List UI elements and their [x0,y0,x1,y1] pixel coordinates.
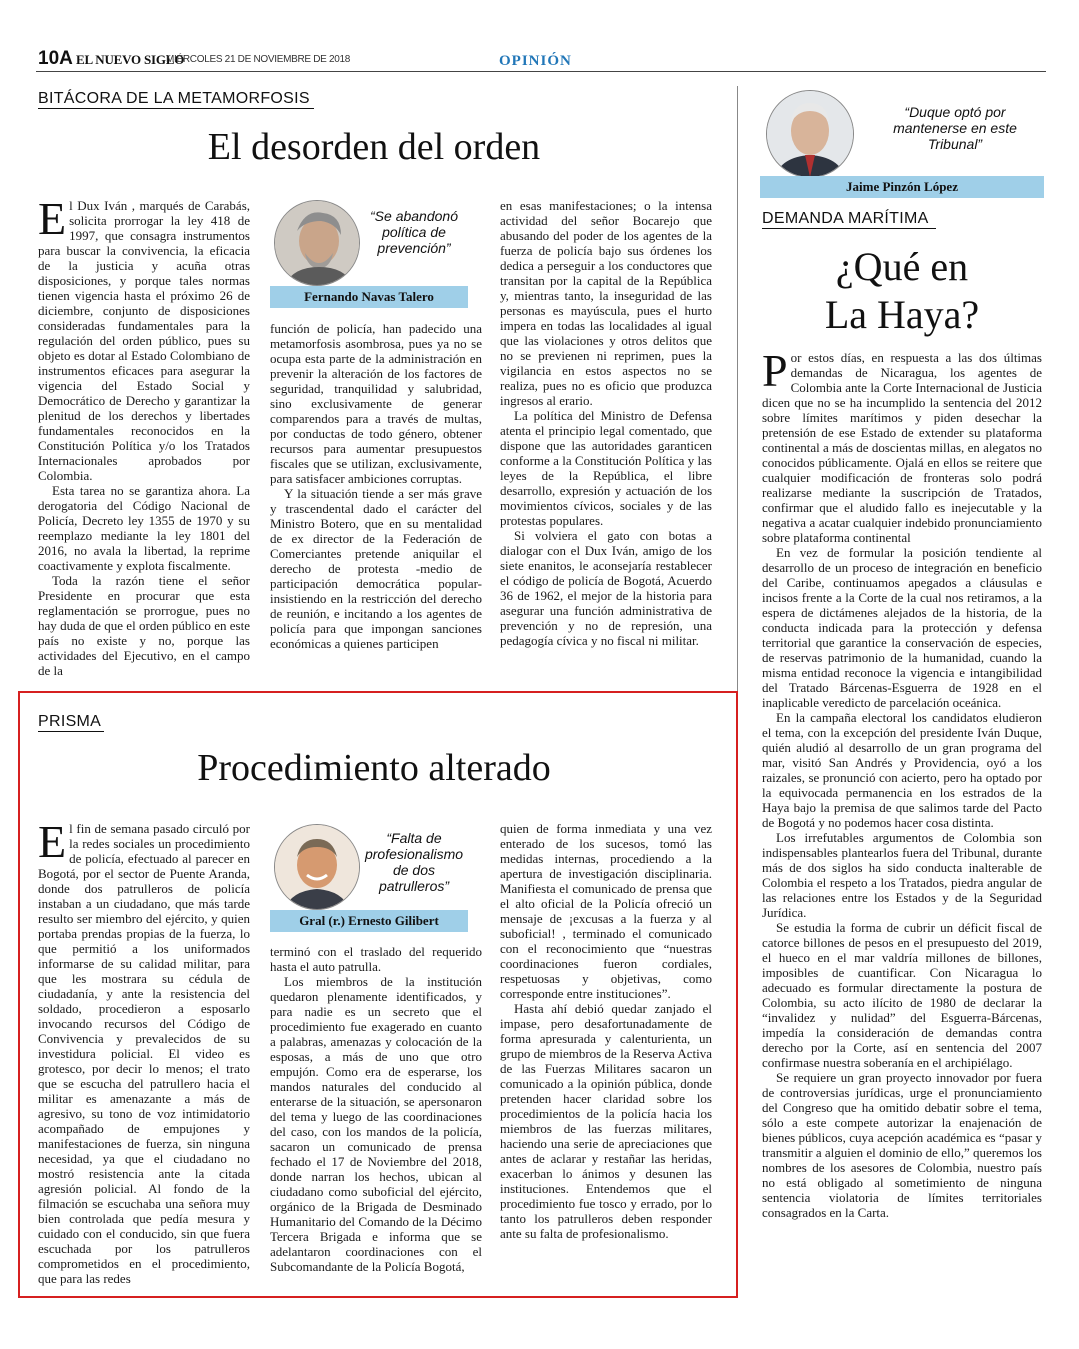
article3-paragraph: l fin de semana pasado circuló por la redes sociales un procedimiento de policía, efectuado al parecer en Bogotá, por el sector de Puente Aranda, donde dos patrulleros de policía instaban a un ciudadano, que más tarde resulto ser miembro del ejército, y quien portaba prendas propias de la fuerza, lo que permitió a los uniformados informarse de su calidad militar, para que les mostrara su cédula de ciudadanía, y ante la resistencia del soldado, procedieron a esposarlo invocando recursos del Código de Convivencia y prevalecidos de su investidura policial. El video es grotesco, por decir lo menos; el trato que se escucha del patrullero hacia el militar es amenazante a más de agresivo, su tono de voz intimidatorio acompañado de empujones y manifestaciones de fuerza, sin ninguna necesidad, ya que el ciudadano no mostró resistencia ante la citada agresión policial. Al fondo de la filmación se escuchaba una señora muy bien controlada que pedía mesura y cuidado con el conducido, sin que fuera escuchada por los patrulleros comprometidos en el procedimiento, que para las redes [38,821,250,1286]
author-photo [274,200,360,286]
article2-paragraph: En vez de formular la posición tendiente al desarrollo de un proceso de integración en beneficio del Caribe, continuamos apegados a cláusulas e incisos frente a la Corte de la cual nos retiramos, a la espera de dictámenes alejados de la historia, de la conducta indicada para la protección y defensa territorial que garantice la conservación de especies, de reservas patrimonio de la humanidad, cuando la misma entidad reconoce la vigencia e intangibilidad del Tratado Bárcenas-Esguerra de 1928 en el inaplicable veredicto de parcelación oceánica. [762,545,1042,710]
article2-kicker-underline [762,228,936,229]
article1-column-3 [500,198,712,673]
article1-kicker: BITÁCORA DE LA METAMORFOSIS [38,90,310,107]
article3-author-box [270,820,468,932]
article2-column [762,345,1042,1300]
author-photo [274,824,360,910]
article3-paragraph: Los miembros de la institución quedaron plenamente identificados, y para nadie es un secreto que el procedimiento fue exagerado en cuanto a palabras, amenazas y colocación de la esposas, a más de uno que otro empujón. Como era de esperarse, los mandos naturales del conducido al enterarse de la situación, se apersonaron del tema y luego de las coordinaciones del caso, con los mandos de la policía, sacaron un comunicado de prensa fechado el 17 de Noviembre del 2018, donde narran los hechos, ubican al ciudadano como suboficial del ejército, orgánico de la Brigada de Desminado Humanitario del Comando de la Décimo Tercera Brigada e informa que se adelantaron coordinaciones con el Subcomandante de la Policía Bogotá, [270,974,482,1274]
article2-headline [762,243,1042,339]
article3-column-1 [38,816,250,1291]
article3-headline: Procedimiento alterado [197,747,551,789]
article3-column-3 [500,821,712,1291]
newspaper-name: EL NUEVO SIGLO [76,52,185,67]
article3-kicker-underline [38,731,104,732]
article1-dropcap: E [38,193,67,244]
article2-pull-quote: “Duque optó por mantenerse en este Tribunal” [893,104,1017,152]
article3-column-2 [270,944,482,1294]
article1-pull-quote: “Se abandonó política de prevención” [370,208,458,256]
author-portrait-icon [275,201,359,285]
author-portrait-icon [767,91,853,177]
article1-author-box [270,198,468,308]
article1-paragraph: Esta tarea no se garantiza ahora. La derogatoria del Código Nacional de Policía, Decreto ley 1355 de 1970 y su reemplazo mediante la ley 1801 del 2016, no avala la libertad, la reprime coactivamente y explota fiscalmente. [38,483,250,573]
article1-paragraph: Si volviera el gato con botas a dialogar con el Dux Iván, amigo de los siete enanitos, le aconsejaría restablecer el código de policía de Bogotá, Acuerdo 36 de 1962, el mejor de la historia para asegurar una función administrativa de prevención y no de represión, una pedagogía cívica y no fiscal ni militar. [500,528,712,648]
article3-dropcap: E [38,816,67,867]
article1-headline: El desorden del orden [207,126,541,168]
article3-author-name: Gral (r.) Ernesto Gilibert [299,913,439,928]
article2-paragraph: Se requiere un gran proyecto innovador por fuera de controversias jurídicas, urge el pronunciamiento del Congreso que ha omitido debatir sobre el tema, sólo a este compete autorizar la enajenación de bienes públicos, cuya acepción académica es “pasar y transmitir a alguien el dominio de ello,” queremos los nombres de los asesores de Colombia, nuestro país no está obligado al sometimiento de ninguna sentencia violatoria de límites territoriales consagrados en la Carta. [762,1070,1042,1220]
article3-kicker: PRISMA [38,713,102,730]
article3-paragraph: terminó con el traslado del requerido hasta el auto patrulla. [270,944,482,974]
article2-dropcap: P [762,345,788,396]
article1-paragraph: Y la situación tiende a ser más grave y trascendental dado el carácter del Ministro Botero, que en su mentalidad de ex director de la Federación de Comerciantes pretende aniquilar el derecho de protesta -medio de participación democrática popular- insistiendo en la restricción del derecho de reunión, e incitando a los agentes de policía para que impongan sanciones económicas a quienes participen [270,486,482,651]
article1-paragraph: Toda la razón tiene el señor Presidente en procurar que esta reglamentación se prorrogue, pues no hay duda de que el orden público en este país no existe y no, porque las actividades del Ejecutivo, en el campo de la [38,573,250,678]
article2-paragraph: or estos días, en respuesta a las dos últimas demandas de Nicaragua, los agentes de Colombia ante la Corte Internacional de Justicia dicen que no se ha incumplido la sentencia del 2012 sobre límites marítimos y piden desechar la pretensión de ese Estado de extender su plataforma continental a más de doscientas millas, en alegatos no conocidos públicamente. Ojalá en ellos se reitere que cualquier modificación de fronteras solo podrá realizarse mediante la suscripción de Tratados, confirmar que el aludido fallo es inejecutable y la negativa a acatar cualquier indebido pronunciamiento sobre plataforma continental [762,350,1042,545]
article2-kicker: DEMANDA MARÍTIMA [762,210,929,227]
article2-paragraph: Los irrefutables argumentos de Colombia son indispensables plantearlos fuera del Tribunal, durante más de dos siglos ha sido conducta inalterable de Colombia el respeto a los Tratados, piedra angular de las relaciones entre los Estados y de la Seguridad Jurídica. [762,830,1042,920]
author-photo [766,90,854,178]
article1-paragraph: l Dux Iván , marqués de Carabás, solicita prorrogar la ley 418 de 1997, que consagra instrumentos para buscar la convivencia, la eficacia de la justicia y acuña otras disposiciones, y porque tales normas tienen vigencia hasta el próximo 26 de diciembre, conjunto de disposiciones consideradas fundamentales para la regulación del orden público, pues su objeto es dotar al Estado Colombiano de instrumentos eficaces para asegurar la vigencia del Estado Social y Democrático de Derecho y garantizar la plenitud de los derechos y libertades fundamentales reconocidos en la Constitución Política y/o los Tratados Internacionales aprobados por Colombia. [38,198,250,483]
article3-paragraph: Hasta ahí debió quedar zanjado el impase, pero desafortunadamente de forma apresurada y calenturienta, un grupo de miembros de la Reserva Activa de las Fuerzas Militares sacaron un comunicado a la opinión pública, donde pretenden hacer claridad sobre los procedimientos de la policía hacia los miembros de las fuerzas militares, haciendo una serie de apreciaciones que antes de aclarar y restañar las heridas, exacerban lo ánimos y desunen las instituciones. Entendemos que el procedimiento fue tosco y errado, por lo tanto los patrulleros deben responder ante su falta de profesionalismo. [500,1001,712,1241]
author-portrait-icon [275,825,359,909]
article1-paragraph: La política del Ministro de Defensa atenta el principio legal comentado, que dispone que las autoridades garanticen conforme a la Constitución Política y las leyes de la República, el libre desarrollo, expresión y actuación de los movimientos cívicos, sociales y de las protestas populares. [500,408,712,528]
article2-paragraph: En la campaña electoral los candidatos eludieron el tema, con la excepción del presidente Iván Duque, quién aludió al desarrollo de un gran programa del mar, visitó San Andrés y Providencia, oyó a los raizales, se pronunció con acierto, pero ha optado por la equivocada permanencia en los estrados de la Haya bajo la premisa de que salimos tarde del Pacto de Bogotá y no podemos hacer cosa distinta. [762,710,1042,830]
article1-paragraph: función de policía, han padecido una metamorfosis asombrosa, pues ya no se ocupa esta parte de la administración en prevenir la alteración de los factores de seguridad, tranquilidad y salubridad, sino exclusivamente de generar comparendos para a través de multas, por conductas de todo género, obtener recursos para aumentar presupuestos fiscales que se utilizan, exclusivamente, para satisfacer ambiciones corruptas. [270,321,482,486]
article2-paragraph: Se estudia la forma de cubrir un déficit fiscal de catorce billones de pesos en el presupuesto del 2019, el hueco en el mar valdría millones de billones, imposibles de cuantificar. Con Nicaragua lo adecuado es formular directamente la postura de Colombia, su acto ilícito de 1980 de declarar la “invalidez y nulidad” del Esguerra-Bárcenas, impedía la consideración de demandas contra derecho por la Corte, así en sentencia del 2007 confirmase nuestra soberanía en el archipiélago. [762,920,1042,1070]
article1-kicker-underline [38,108,314,109]
page-number: 10A [38,48,73,69]
article1-column-2 [270,321,482,676]
article1-paragraph: en esas manifestaciones; o la intensa actividad del señor Bocarejo que abusando del poder de los agentes de la fuerza de policía bajo sus órdenes los dedica a perseguir a los conductores que transitan por la capital de la República y, mientras tanto, la inseguridad de las personas es mayúscula, pues el hurto impera en todas las localidades al igual que las violaciones y otros delitos que no se previenen ni reprimen, pues la vigilancia en estos aspectos no se realiza, pues no es oficio que produzca ingresos al erario. [500,198,712,408]
article2-author-box [760,88,1044,198]
header-rule [36,71,1046,72]
article1-author-name: Fernando Navas Talero [304,289,434,304]
article2-headline-line-2: La Haya? [824,292,980,337]
section-title: OPINIÓN [499,53,572,69]
article2-headline-line-1: ¿Qué en [835,244,969,289]
article3-paragraph: quien de forma inmediata y una vez enterado de los sucesos, tomó las medidas internas, procediendo a la apertura de investigación disciplinaria. Manifiesta el comunicado de prensa que el alto oficial de la Policía ofreció un mensaje de ¡excusas a la fuerza y al suboficial! , terminado el comunicado con el reconocimiento que “nuestras coordinaciones fueron cordiales, respetuosas y objetivas, como corresponde entre instituciones”. [500,821,712,1001]
article3-pull-quote: “Falta de profesionalismo de dos patrulleros” [364,830,464,894]
article1-column-1 [38,193,250,678]
issue-date: MIÉRCOLES 21 DE NOVIEMBRE DE 2018 [166,54,351,65]
article2-author-name: Jaime Pinzón López [846,179,958,194]
